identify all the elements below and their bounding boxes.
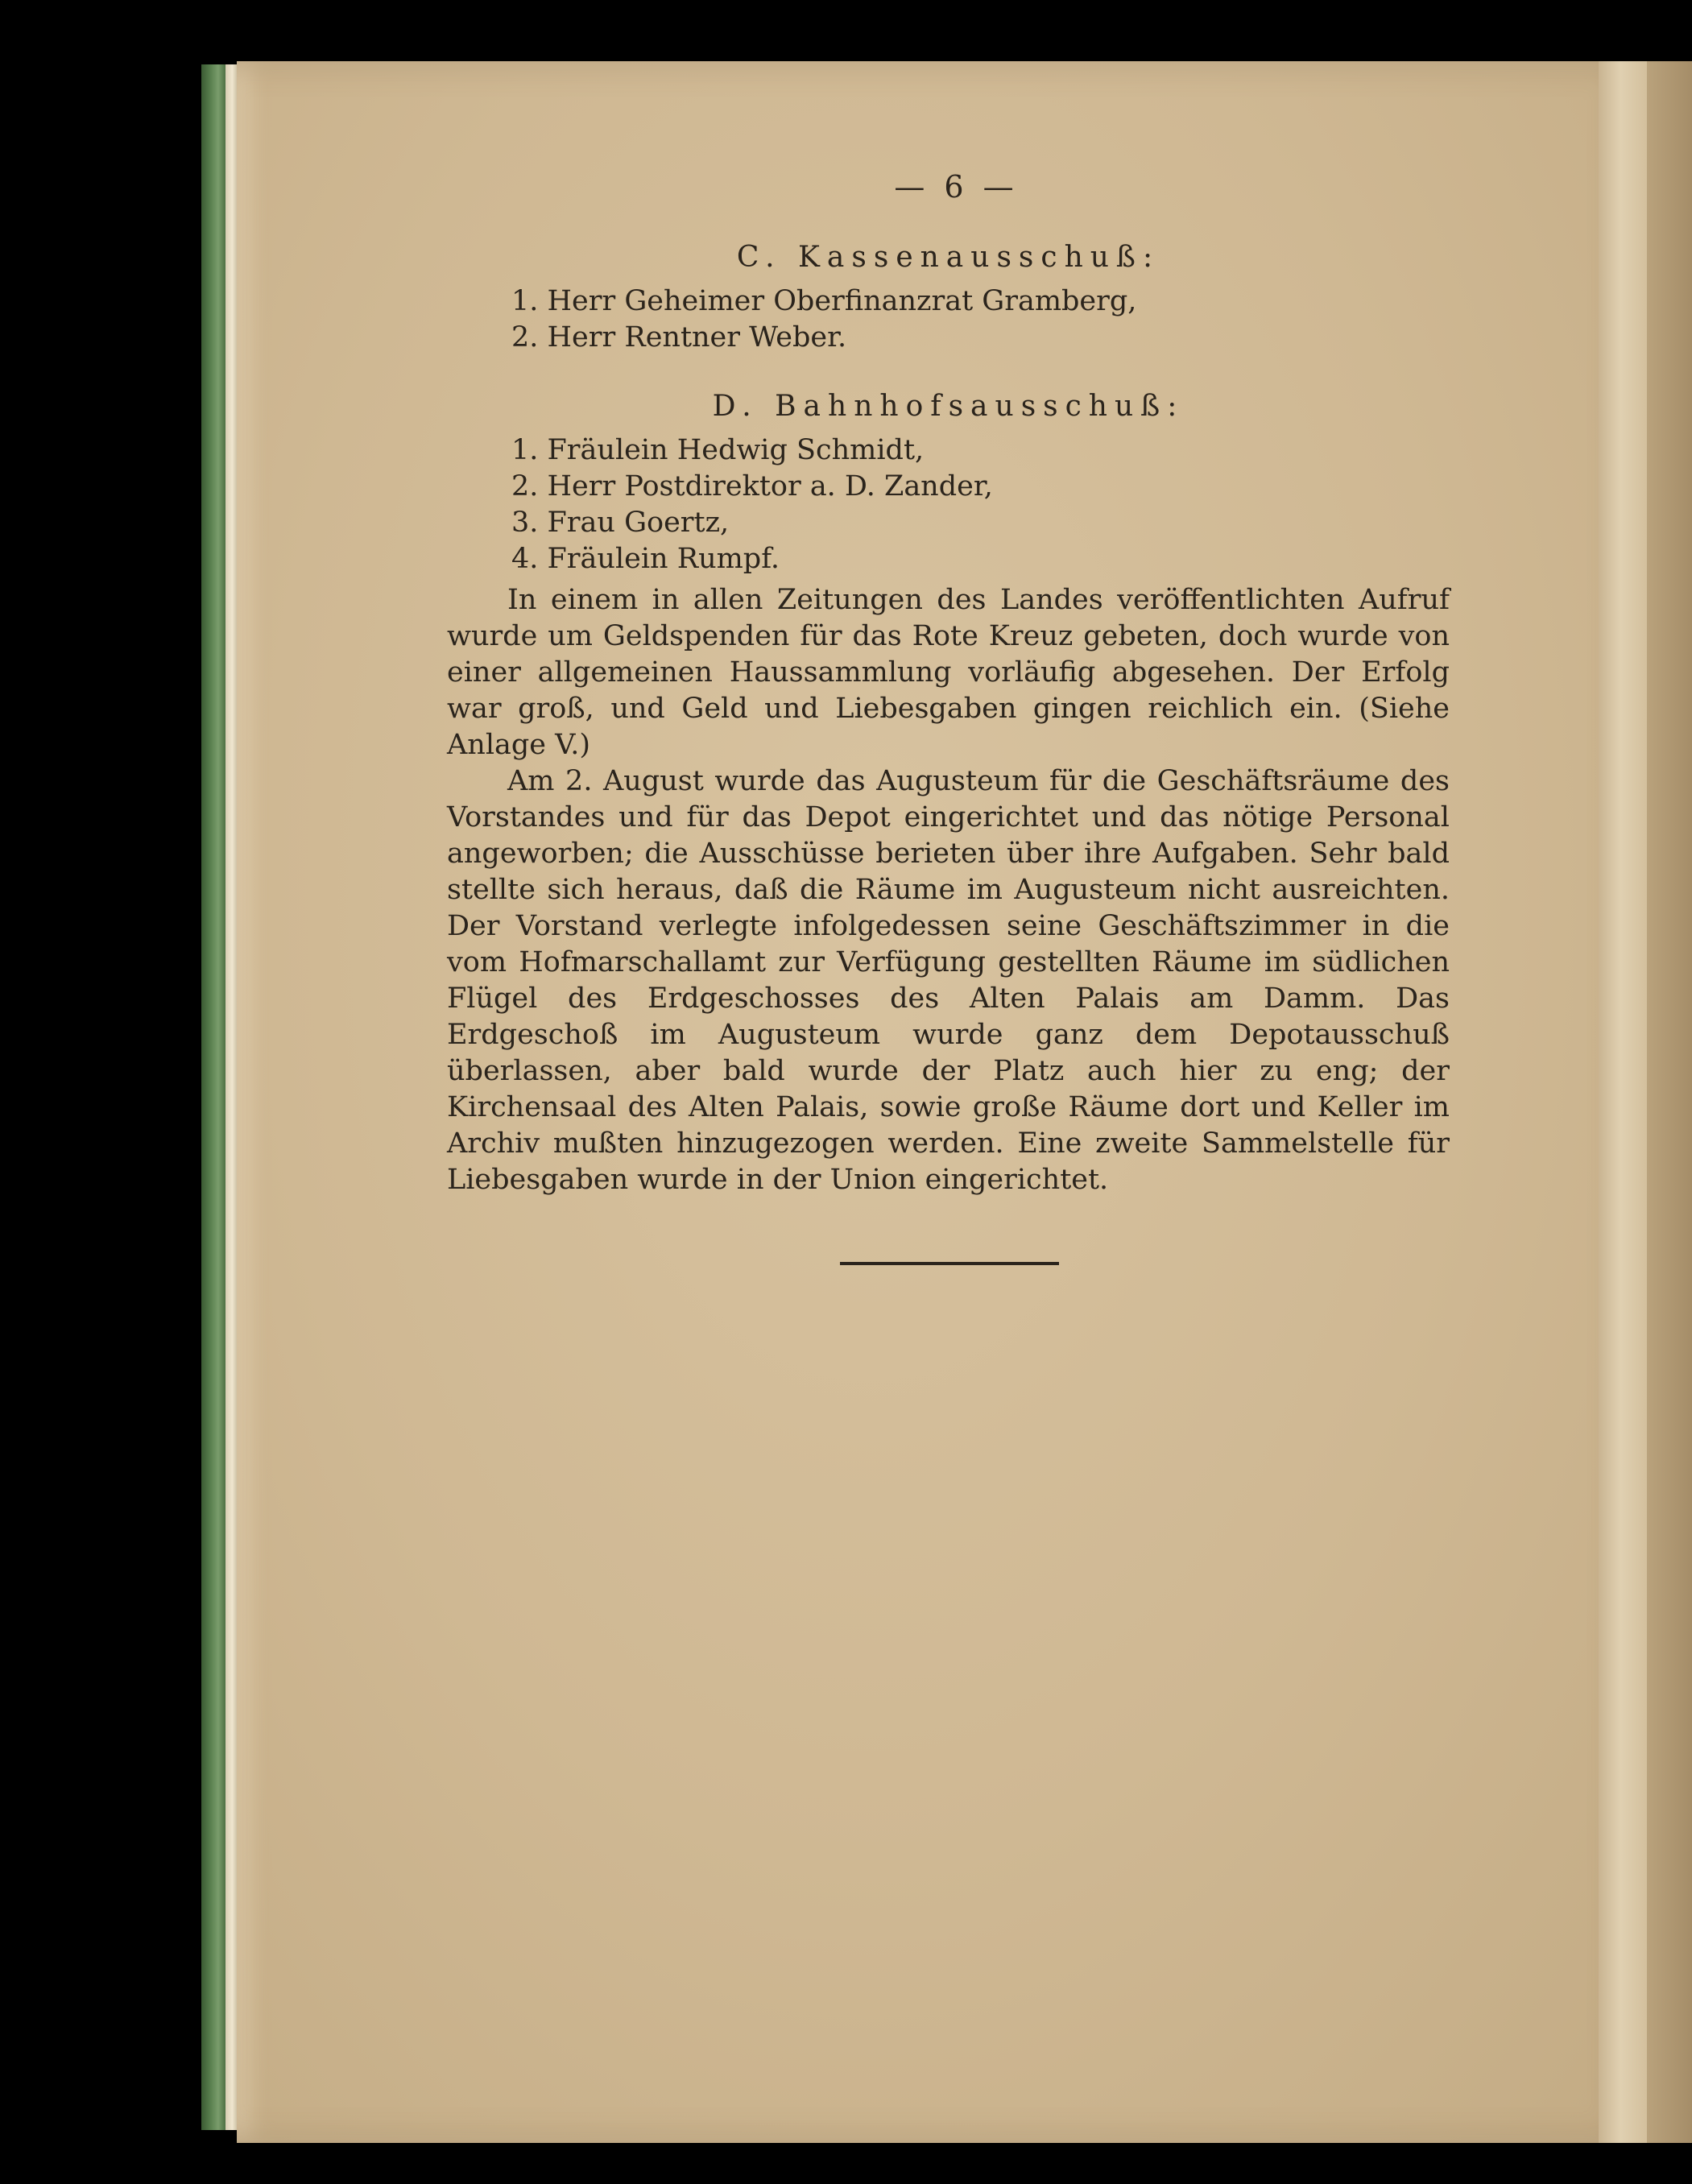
closing-rule — [840, 1262, 1059, 1265]
list-item: 3. Frau Goertz, — [511, 507, 730, 539]
page-content — [447, 169, 1450, 1198]
list-item: 4. Fräulein Rumpf. — [511, 543, 780, 575]
paragraph-augusteum: Am 2. August wurde das Augusteum für die Geschäftsräume des Vorstandes und für das Depot eingerichtet und das nötige Personal angeworben; die Ausschüsse berieten über ihre Aufgaben. Sehr bald stellte sich heraus, daß die Räume im Augusteum nicht ausreichten. Der Vorstand verlegte infolgedessen seine Geschäftszimmer in die vom Hofmarschallamt zur Verfügung gestellten Räume im südlichen Flügel des Erdgeschosses des Alten Palais am Damm. Das Erdgeschoß im Augusteum wurde ganz dem Depotausschuß überlassen, aber bald wurde der Platz auch hier zu eng; der Kirchensaal des Alten Palais, sowie große Räume dort und Keller im Archiv mußten hinzugezogen werden. Eine zweite Sammelstelle für Liebesgaben wurde in der Union eingerichtet. — [447, 765, 1450, 1196]
bahnhofsausschuss-member-list — [511, 432, 1450, 577]
page-gutter — [225, 64, 237, 2130]
paragraph-aufruf: In einem in allen Zeitungen des Landes veröffentlichten Aufruf wurde um Geldspenden für das Rote Kreuz gebeten, doch wurde von einer allgemeinen Haussammlung vorläufig abgesehen. Der Erfolg war groß, und Geld und Liebesgaben gingen reichlich ein. (Siehe Anlage V.) — [447, 584, 1450, 761]
list-item: 1. Herr Geheimer Oberfinanzrat Gramberg, — [511, 285, 1137, 317]
list-item: 1. Fräulein Hedwig Schmidt, — [511, 434, 925, 466]
section-heading-bahnhofsausschuss: D. Bahnhofsausschuß: — [712, 390, 1185, 423]
list-item: 2. Herr Postdirektor a. D. Zander, — [511, 470, 993, 503]
page-edge-strip — [1599, 61, 1647, 2143]
kassenausschuss-member-list — [511, 283, 1450, 356]
section-heading-kassenausschuss: C. Kassenausschuß: — [736, 241, 1160, 274]
list-item: 2. Herr Rentner Weber. — [511, 321, 847, 354]
next-page-edge — [1647, 61, 1692, 2143]
page-number: — 6 — — [894, 169, 1019, 205]
book-spine — [201, 64, 225, 2130]
